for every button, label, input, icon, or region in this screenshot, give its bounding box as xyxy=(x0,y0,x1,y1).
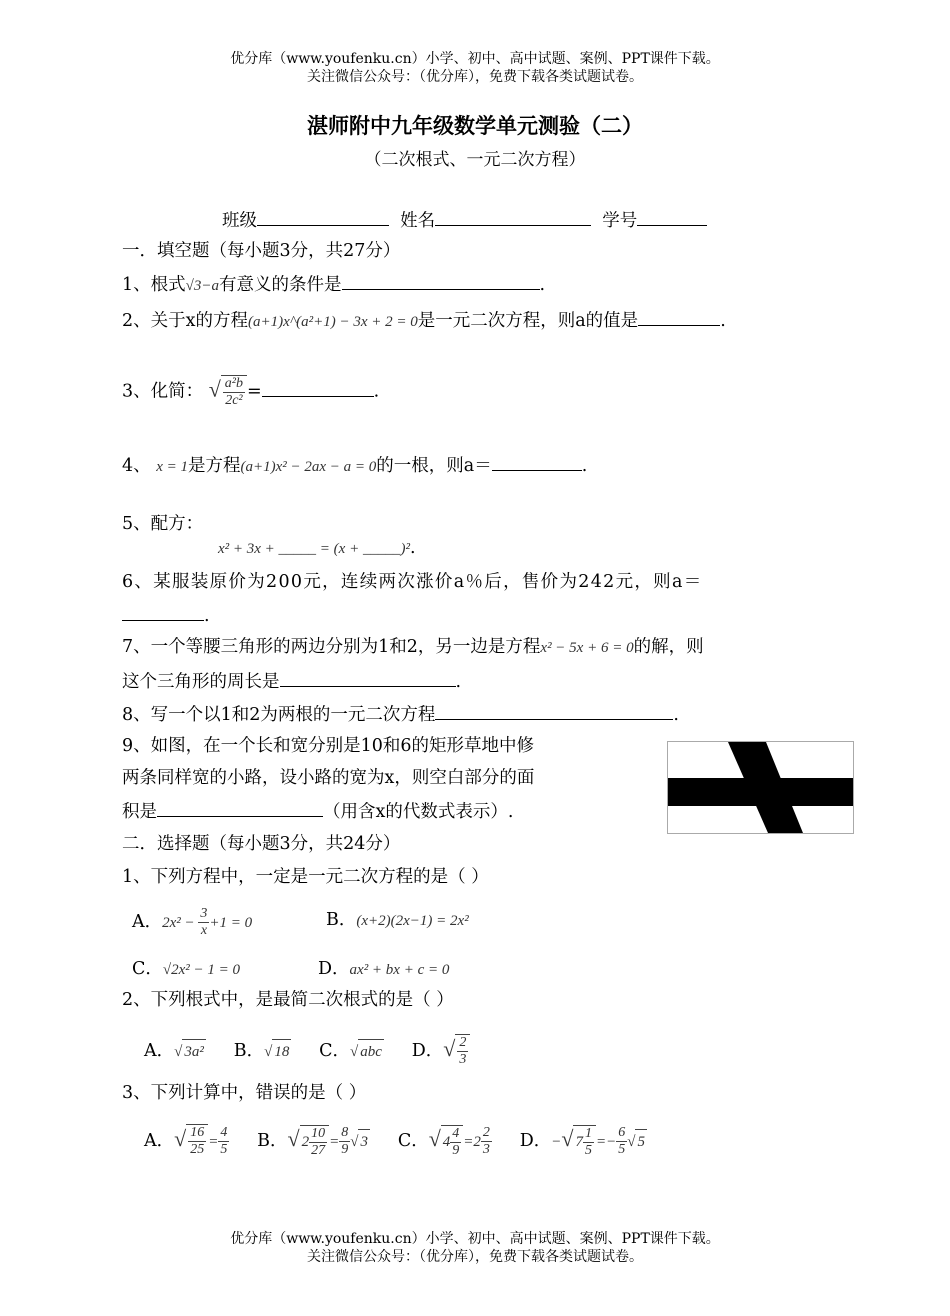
q3-end: . xyxy=(373,381,380,402)
fill-question-4 xyxy=(122,452,587,479)
choice-1-option-d[interactable] xyxy=(318,957,449,982)
footer-line-1: 优分库（www.youfenku.cn）小学、初中、高中试题、案例、PPT课件下载。 xyxy=(230,1231,720,1247)
c-num: 4 xyxy=(452,1125,460,1141)
option-d-fraction xyxy=(455,1034,470,1068)
b-rad: 3 xyxy=(358,1129,370,1154)
c-rint: 2 xyxy=(473,1133,481,1150)
q4-end: . xyxy=(581,456,588,476)
class-field[interactable] xyxy=(257,207,389,226)
option-d-right xyxy=(616,1125,627,1158)
b-rnum: 8 xyxy=(341,1124,349,1140)
b-int: 2 xyxy=(301,1133,310,1150)
q3-text: 3、化简： xyxy=(122,381,204,402)
fill-question-5 xyxy=(122,512,416,561)
q9-text: 积是 xyxy=(122,802,157,822)
option-a-right xyxy=(218,1125,229,1158)
option-a-math-2: +1 = 0 xyxy=(209,915,253,931)
option-a-label: A． xyxy=(144,1130,175,1151)
option-d-den: 3 xyxy=(459,1052,467,1067)
a-num: 16 xyxy=(190,1125,205,1140)
fill-question-6-line-1: 6、某服装原价为200元，连续两次涨价a％后，售价为242元，则a＝ xyxy=(122,572,703,592)
c-rden: 3 xyxy=(482,1141,490,1157)
q3-denominator: 2c² xyxy=(225,393,243,408)
fill-question-1 xyxy=(122,271,545,298)
option-d-label: D． xyxy=(519,1130,552,1151)
q1-answer-blank[interactable] xyxy=(342,271,540,290)
q9-text-2: （用含x的代数式表示）. xyxy=(323,802,514,822)
option-a-math: 2x² − xyxy=(162,915,199,931)
option-d-math: ax² + bx + c = 0 xyxy=(349,962,450,978)
fill-question-7-line-1 xyxy=(122,635,704,660)
class-label: 班级 xyxy=(222,211,257,231)
page-title: 湛师附中九年级数学单元测验（二） xyxy=(307,114,643,138)
q7-answer-blank[interactable] xyxy=(280,668,456,687)
option-b-label: B． xyxy=(257,1130,288,1151)
option-a-fraction xyxy=(198,906,209,939)
section2-heading: 二．选择题（每小题3分，共24分） xyxy=(122,834,401,854)
q3-numerator: a²b xyxy=(224,376,243,391)
q6-answer-blank[interactable] xyxy=(122,602,204,621)
option-b-label: B． xyxy=(326,910,357,930)
id-field[interactable] xyxy=(637,207,707,226)
choice-2-option-a[interactable]: A．√ 3a² xyxy=(144,1041,206,1061)
q8-answer-blank[interactable] xyxy=(435,701,673,720)
d-num: 1 xyxy=(584,1125,592,1141)
choice-3-options xyxy=(144,1124,647,1159)
c-int: 4 xyxy=(442,1133,451,1150)
option-c-label: C． xyxy=(397,1130,429,1151)
choice-question-3-stem: 3、下列计算中，错误的是（ ） xyxy=(122,1083,367,1103)
choice-question-2-stem: 2、下列根式中，是最简二次根式的是（ ） xyxy=(122,990,454,1010)
option-a-num: 3 xyxy=(200,906,208,921)
q8-text: 8、写一个以1和2为两根的一元二次方程 xyxy=(122,705,436,725)
option-a-label: A． xyxy=(144,1040,175,1061)
choice-2-option-c[interactable]: C．√ abc xyxy=(319,1041,384,1061)
header-line-1: 优分库（www.youfenku.cn）小学、初中、高中试题、案例、PPT课件下载。 xyxy=(230,51,720,67)
road-diagram xyxy=(668,742,853,833)
q3-answer-blank[interactable] xyxy=(262,378,374,397)
q2-end: . xyxy=(720,311,726,331)
option-c-left xyxy=(441,1125,464,1159)
option-b-left xyxy=(300,1125,330,1159)
q2-answer-blank[interactable] xyxy=(638,307,720,326)
b-den: 27 xyxy=(311,1142,326,1158)
header-line-2: 关注微信公众号：（优分库），免费下载各类试题试卷。 xyxy=(307,69,643,85)
option-a-den: x xyxy=(200,923,208,938)
choice-1-option-c[interactable] xyxy=(132,957,240,982)
fill-question-3 xyxy=(122,375,379,409)
q2-math: (a+1)x^(a²+1) − 3x + 2 = 0 xyxy=(248,314,418,330)
option-c-label: C． xyxy=(132,959,163,979)
q4-text-2: 是方程 xyxy=(188,456,241,476)
q2-text-2: 是一元二次方程，则a的值是 xyxy=(417,311,639,331)
a-rnum: 4 xyxy=(220,1124,228,1140)
q2-text: 2、关于x的方程 xyxy=(122,311,249,331)
section1-heading: 一．填空题（每小题3分，共27分） xyxy=(122,241,401,261)
q5-end: . xyxy=(409,538,416,558)
id-label: 学号 xyxy=(602,211,638,231)
fill-question-7-line-2 xyxy=(122,668,461,694)
q6-end: . xyxy=(204,606,210,626)
option-a-left xyxy=(186,1124,208,1158)
option-c-label: C． xyxy=(319,1040,351,1061)
q1-math: √3−a xyxy=(185,278,219,294)
c-den: 9 xyxy=(452,1142,460,1158)
q9-answer-blank[interactable] xyxy=(157,798,323,817)
q7-math: x² − 5x + 6 = 0 xyxy=(540,640,634,656)
option-b-radicand: 18 xyxy=(272,1039,291,1064)
q9-rectangle-figure xyxy=(667,741,854,834)
q3-fraction xyxy=(221,375,247,409)
b-rden: 9 xyxy=(341,1141,349,1157)
q4-answer-blank[interactable] xyxy=(492,452,582,471)
b-num: 10 xyxy=(311,1125,326,1141)
d-int: 7 xyxy=(575,1133,583,1150)
fill-question-9-line-2: 两条同样宽的小路，设小路的宽为x，则空白部分的面 xyxy=(122,768,535,788)
choice-2-options xyxy=(144,1034,470,1068)
q5-text: 5、配方： xyxy=(122,514,204,534)
option-c-right xyxy=(481,1125,492,1158)
fill-question-2 xyxy=(122,307,726,334)
q4-text: 4、 xyxy=(122,456,151,476)
footer-line-2: 关注微信公众号：（优分库），免费下载各类试题试卷。 xyxy=(307,1249,643,1265)
option-a-label: A． xyxy=(132,912,163,932)
q4-math-1: x = 1 xyxy=(156,459,188,475)
choice-2-option-b[interactable]: B．√ 18 xyxy=(234,1041,292,1061)
option-b-math: (x+2)(2x−1) = 2x² xyxy=(356,913,469,929)
choice-1-option-a[interactable] xyxy=(132,906,252,939)
name-label: 姓名 xyxy=(400,211,436,231)
choice-2-option-d[interactable]: D．√ $\frac{2}{3}$ xyxy=(412,1041,471,1061)
a-den: 25 xyxy=(190,1142,205,1157)
q7-text-3: 这个三角形的周长是 xyxy=(122,672,280,692)
d-rden: 5 xyxy=(618,1141,626,1157)
q4-math-2: (a+1)x² − 2ax − a = 0 xyxy=(240,459,377,475)
fill-question-6-line-2 xyxy=(122,602,210,628)
option-d-label: D． xyxy=(318,959,350,979)
choice-3-option-b[interactable]: B．√ 2 $\frac{10}{27}$ = $\frac{8}{9}$ √ 3 xyxy=(257,1124,368,1158)
q7-text: 7、一个等腰三角形的两边分别为1和2，另一边是方程 xyxy=(122,637,541,657)
fill-question-9-line-1: 9、如图，在一个长和宽分别是10和6的矩形草地中修 xyxy=(122,736,535,756)
fill-question-8 xyxy=(122,701,679,727)
q8-end: . xyxy=(673,705,679,725)
a-rden: 5 xyxy=(220,1141,228,1157)
q1-text-2: 有意义的条件是 xyxy=(219,275,342,295)
q5-math[interactable]: x² + 3x + _____ = (x + _____)² xyxy=(218,541,410,557)
name-field[interactable] xyxy=(435,207,591,226)
d-den: 5 xyxy=(584,1142,592,1158)
c-rnum: 2 xyxy=(482,1124,490,1140)
option-b-right xyxy=(339,1125,350,1158)
option-d-num: 2 xyxy=(459,1035,467,1050)
q4-text-3: 的一根，则a＝ xyxy=(376,456,492,476)
q1-end: . xyxy=(539,275,546,295)
q3-equals: = xyxy=(247,381,262,402)
q1-text: 1、根式 xyxy=(122,275,186,295)
option-d-left xyxy=(573,1125,596,1159)
q7-text-2: 的解，则 xyxy=(633,637,704,657)
d-rad: 5 xyxy=(635,1129,647,1154)
option-a-radicand: 3a² xyxy=(182,1039,206,1064)
info-line xyxy=(222,207,707,233)
q7-end: . xyxy=(455,672,462,692)
d-rnum: 6 xyxy=(618,1124,626,1140)
fill-question-9-line-3 xyxy=(122,798,513,824)
choice-question-1-stem: 1、下列方程中，一定是一元二次方程的是（ ） xyxy=(122,867,489,887)
page-subtitle: （二次根式、一元二次方程） xyxy=(364,150,586,170)
q3-radical-sign: √ xyxy=(208,376,221,402)
option-d-label: D． xyxy=(411,1040,444,1061)
option-c-radicand: abc xyxy=(358,1039,384,1064)
choice-1-option-b[interactable] xyxy=(326,908,469,933)
choice-3-option-c[interactable]: C．√ 4 $\frac{4}{9}$ =2 $\frac{2}{3}$ xyxy=(397,1124,490,1158)
option-c-math: √2x² − 1 = 0 xyxy=(162,962,241,978)
choice-3-option-a[interactable]: A．√ $\frac{16}{25}$ = $\frac{4}{5}$ xyxy=(144,1124,228,1157)
option-b-label: B． xyxy=(233,1040,265,1061)
choice-3-option-d[interactable]: D．−√ 7 $\frac{1}{5}$ =− $\frac{6}{5}$ √ 5 xyxy=(519,1124,645,1158)
